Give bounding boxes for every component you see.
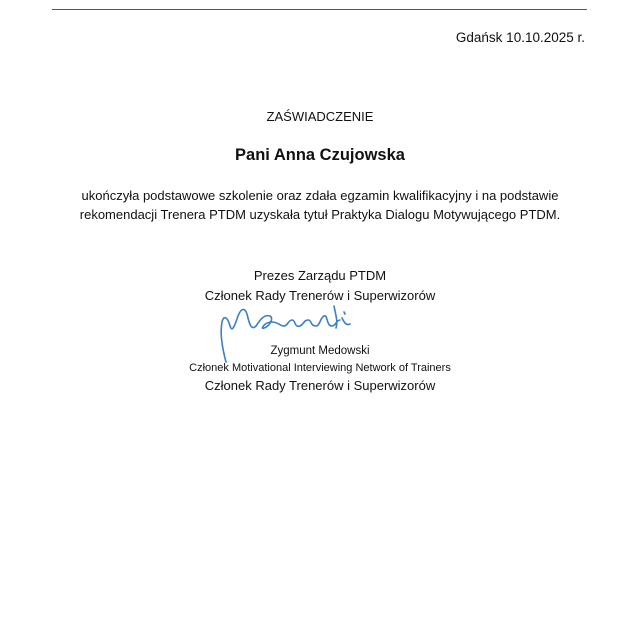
body-line: ukończyła podstawowe szkolenie oraz zdała egzamin kwalifikacyjny i na podstawie bbox=[81, 188, 559, 203]
signatory-role-mint: Członek Motivational Interviewing Network of Trainers bbox=[189, 362, 451, 374]
signatory-role-council-2: Członek Rady Trenerów i Superwizorów bbox=[204, 378, 436, 393]
signatory-name: Zygmunt Medowski bbox=[270, 345, 370, 357]
place-and-date: Gdańsk 10.10.2025 r. bbox=[455, 30, 585, 45]
top-divider bbox=[52, 9, 587, 10]
recipient-name: Pani Anna Czujowska bbox=[235, 146, 405, 164]
signatory-role-council: Członek Rady Trenerów i Superwizorów bbox=[204, 288, 436, 303]
body-line: rekomendacji Trenera PTDM uzyskała tytuł Praktyka Dialogu Motywującego PTDM. bbox=[79, 207, 561, 222]
document-title: ZAŚWIADCZENIE bbox=[266, 109, 374, 124]
certificate-body bbox=[0, 186, 640, 224]
signatory-role-president: Prezes Zarządu PTDM bbox=[253, 268, 387, 283]
